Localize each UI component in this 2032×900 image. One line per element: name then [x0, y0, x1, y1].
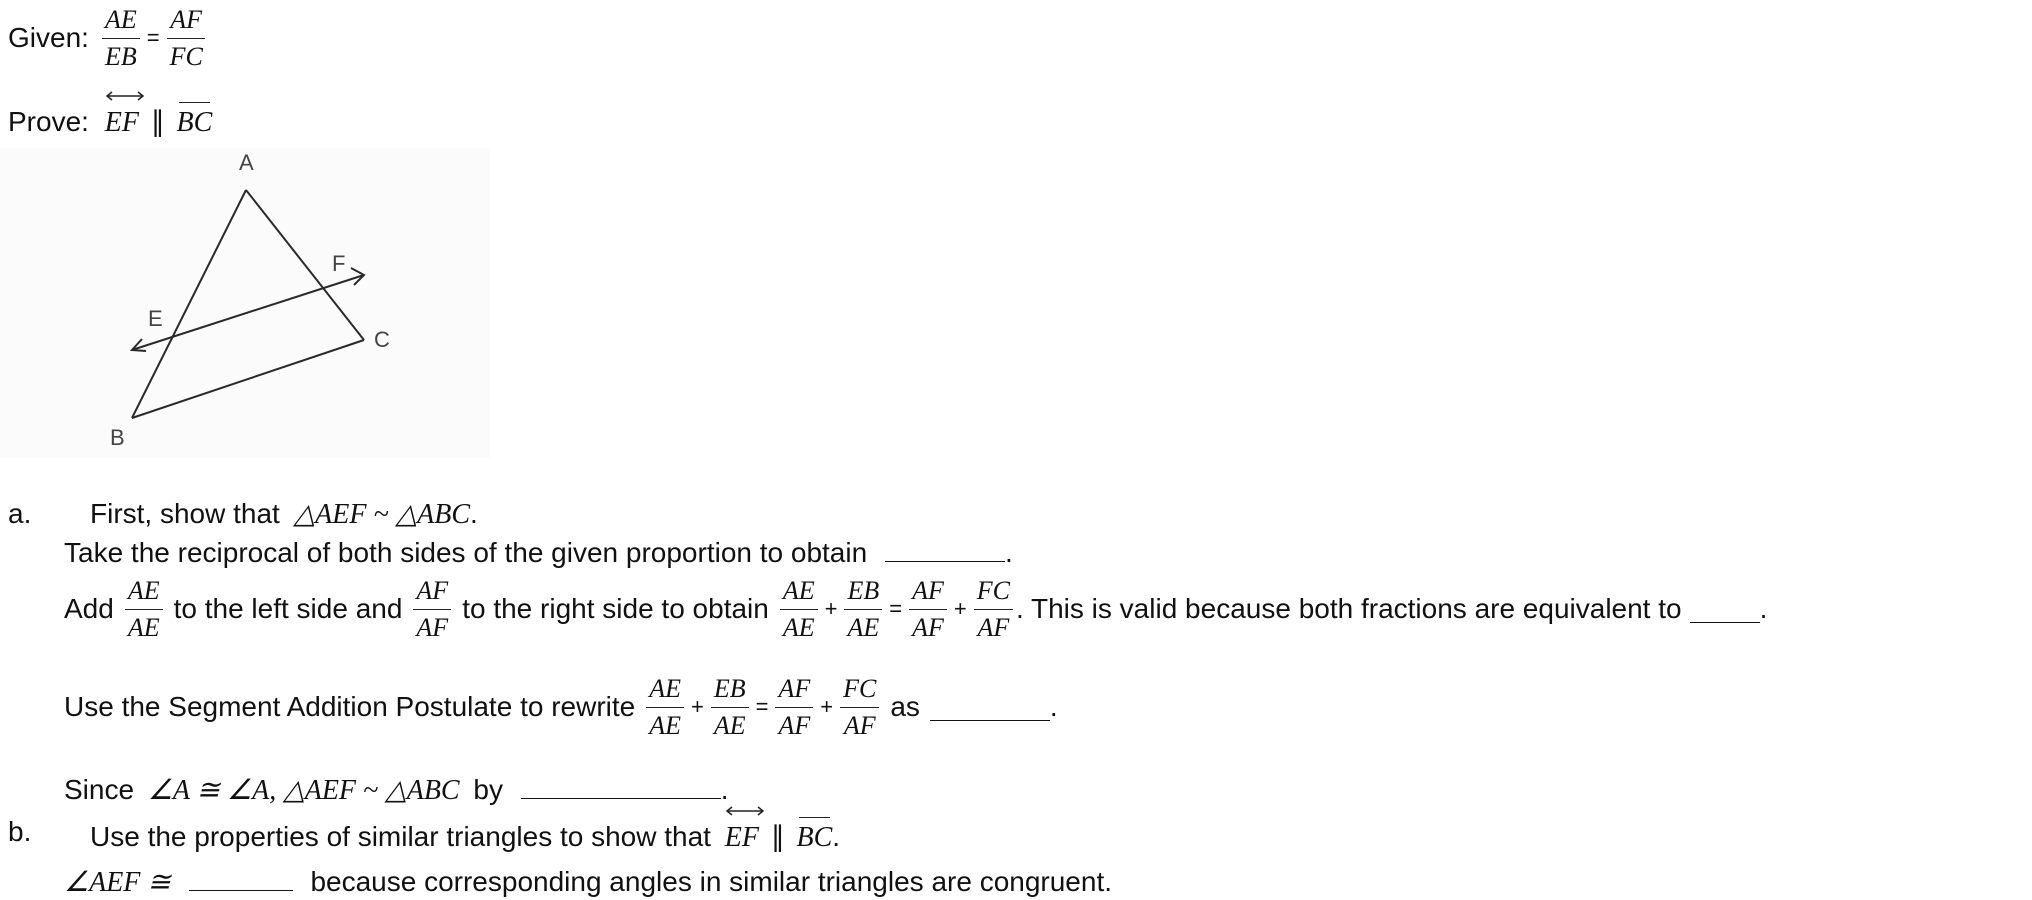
given-label: Given: — [8, 22, 89, 53]
given-line — [8, 6, 209, 70]
ae-over-ae-fraction: $\frac{AE}{AE}$ — [125, 576, 163, 643]
reciprocal-step: Take the reciprocal of both sides of the given proportion to obtain . — [64, 537, 1013, 568]
prove-label: Prove: — [8, 106, 89, 137]
af-over-af-fraction: $\frac{AF}{AF}$ — [413, 576, 451, 643]
rewrite-answer-blank[interactable] — [930, 694, 1050, 721]
part-a-marker: a. — [8, 498, 32, 529]
label-e: E — [148, 306, 163, 331]
equation-term-3: $\frac{AF}{AF}$ — [909, 576, 947, 643]
rewrite-term-4: $\frac{FC}{AF}$ — [840, 674, 879, 741]
label-b: B — [110, 425, 125, 450]
similar-triangles-statement: △AEF ~ △ABC — [293, 499, 471, 530]
part-b-intro: Use the properties of similar triangles to show that EF ∥ BC. — [90, 815, 840, 855]
rewrite-term-1: $\frac{AE}{AE}$ — [646, 674, 684, 741]
prove-line — [8, 100, 212, 140]
reciprocal-answer-blank[interactable] — [885, 535, 1005, 562]
equation-term-4: $\frac{FC}{AF}$ — [974, 576, 1013, 643]
prove-line-ef: EF — [105, 100, 139, 140]
given-equals: = — [146, 25, 160, 50]
rewrite-term-2: $\frac{EB}{AE}$ — [711, 674, 749, 741]
part-b-line-ef: EF — [725, 815, 759, 855]
since-step: Since ∠A ≅ ∠A, △AEF ~ △ABC by . — [64, 774, 729, 806]
rewrite-term-3: $\frac{AF}{AF}$ — [775, 674, 813, 741]
segment-addition-step: Use the Segment Addition Postulate to rewrite $\frac{AE}{AE}$ + $\frac{EB}{AE}$ = $\frac{AF}{AF}$ + $\frac{FC}{AF}$ as . — [64, 673, 1058, 740]
corresponding-angles-step: ∠AEF ≅ because corresponding angles in similar triangles are congruent. — [64, 866, 1113, 898]
triangle-figure — [0, 148, 490, 458]
part-a-intro: First, show that △AEF ~ △ABC. — [90, 498, 478, 530]
label-a: A — [239, 150, 254, 175]
label-c: C — [374, 327, 390, 352]
angle-congruence-statement: ∠A ≅ ∠A, △AEF ~ △ABC — [147, 775, 460, 806]
prove-parallel-symbol: ∥ — [150, 106, 165, 137]
prove-segment-bc: BC — [177, 100, 213, 140]
equation-term-2: $\frac{EB}{AE}$ — [844, 576, 882, 643]
given-left-fraction: $\frac{AE}{EB}$ — [102, 5, 140, 72]
part-b-marker: b. — [8, 816, 32, 847]
part-b-segment-bc: BC — [797, 815, 833, 855]
label-f: F — [332, 251, 346, 276]
similarity-reason-blank[interactable] — [521, 772, 721, 799]
angle-aef-statement: ∠AEF ≅ — [64, 867, 171, 898]
equation-term-1: $\frac{AE}{AE}$ — [780, 576, 818, 643]
add-step: Add $\frac{AE}{AE}$ to the left side and $\frac{AF}{AF}$ to the right side to obtain $\frac{AE}{AE}$ + $\frac{EB}{AE}$ = $\frac{AF}{AF}$ + $\frac{FC}{AF}$ . This is valid because both fractions are equivalent to . — [64, 575, 1768, 642]
double-arrow-icon — [725, 805, 765, 817]
equivalent-value-blank[interactable] — [1690, 596, 1760, 623]
given-right-fraction: $\frac{AF}{FC}$ — [167, 5, 206, 72]
angle-answer-blank[interactable] — [189, 864, 293, 891]
double-arrow-icon — [105, 90, 145, 102]
